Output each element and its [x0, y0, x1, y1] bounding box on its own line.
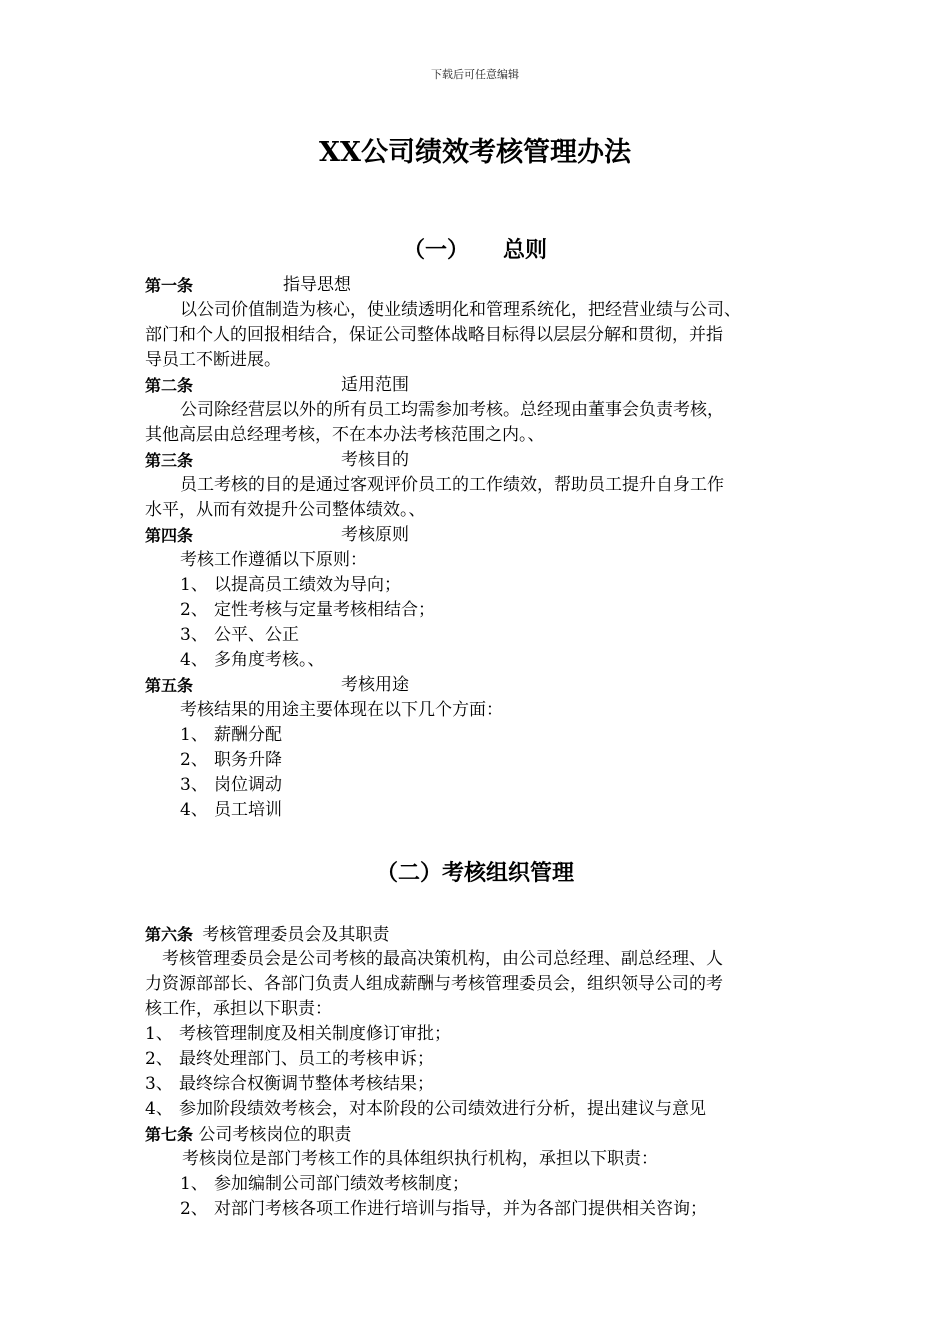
- list-item-text: 员工培训: [214, 800, 282, 820]
- list-item-number: 4、: [180, 800, 208, 820]
- paragraph-line: 考核工作遵循以下原则：: [180, 550, 367, 570]
- list-item-number: 4、: [180, 650, 208, 670]
- paragraph-line: 水平，从而有效提升公司整体绩效。、: [145, 500, 426, 520]
- list-item-number: 4、: [145, 1099, 173, 1119]
- paragraph-line: 导员工不断进展。: [145, 350, 281, 370]
- list-item-text: 参加编制公司部门绩效考核制度；: [214, 1174, 469, 1194]
- paragraph-line: 公司除经营层以外的所有员工均需参加考核。总经现由董事会负责考核，: [180, 400, 724, 420]
- section-heading-general: [0, 233, 950, 264]
- list-item-number: 3、: [180, 775, 208, 795]
- list-item-number: 3、: [180, 625, 208, 645]
- list-item: [180, 598, 435, 623]
- section-heading-organization: （二）考核组织管理: [375, 860, 574, 886]
- article-title: 适用范围: [341, 375, 409, 395]
- section-number: （一）: [402, 237, 469, 263]
- article-number: 第七条: [145, 1125, 194, 1144]
- list-item: [180, 648, 325, 673]
- list-item-number: 1、: [145, 1024, 173, 1044]
- paragraph-line: 以公司价值制造为核心，使业绩透明化和管理系统化，把经营业绩与公司、: [180, 300, 741, 320]
- list-item: [180, 1197, 707, 1222]
- list-item-text: 考核管理制度及相关制度修订审批；: [179, 1024, 451, 1044]
- article-heading: [145, 523, 409, 549]
- section-name: 总则: [503, 237, 548, 263]
- header-note: 下载后可任意编辑: [431, 68, 519, 81]
- list-item-number: 2、: [180, 600, 208, 620]
- article-title: 公司考核岗位的职责: [198, 1125, 352, 1145]
- article-number: 第三条: [145, 451, 194, 470]
- list-item-text: 职务升降: [214, 750, 282, 770]
- list-item-number: 2、: [180, 1199, 208, 1219]
- paragraph-line: 力资源部部长、各部门负责人组成薪酬与考核管理委员会，组织领导公司的考: [145, 974, 723, 994]
- article-heading: [145, 273, 351, 299]
- list-item-text: 公平、公正: [214, 625, 299, 645]
- list-item: [180, 798, 282, 823]
- document-title: XX公司绩效考核管理办法: [319, 137, 631, 168]
- article-number: 第二条: [145, 376, 194, 395]
- article-heading: [145, 1122, 351, 1148]
- list-item-text: 多角度考核。、: [214, 650, 325, 670]
- list-item-number: 2、: [145, 1049, 173, 1069]
- paragraph-line: 部门和个人的回报相结合，保证公司整体战略目标得以层层分解和贯彻，并指: [145, 325, 723, 345]
- list-item-text: 参加阶段绩效考核会，对本阶段的公司绩效进行分析，提出建议与意见: [179, 1099, 706, 1119]
- list-item-text: 最终处理部门、员工的考核申诉；: [179, 1049, 434, 1069]
- paragraph-line: 考核管理委员会是公司考核的最高决策机构，由公司总经理、副总经理、人: [162, 949, 723, 969]
- list-item: [145, 1047, 434, 1072]
- list-item-text: 对部门考核各项工作进行培训与指导，并为各部门提供相关咨询；: [214, 1199, 707, 1219]
- list-item-number: 2、: [180, 750, 208, 770]
- list-item-number: 3、: [145, 1074, 173, 1094]
- list-item: [145, 1097, 706, 1122]
- list-item: [180, 773, 282, 798]
- list-item-number: 1、: [180, 575, 208, 595]
- article-title: 考核目的: [341, 450, 409, 470]
- article-heading: [145, 373, 409, 399]
- article-number: 第四条: [145, 526, 194, 545]
- list-item-text: 以提高员工绩效为导向；: [214, 575, 401, 595]
- list-item: [180, 1172, 469, 1197]
- paragraph-line: 员工考核的目的是通过客观评价员工的工作绩效，帮助员工提升自身工作: [180, 475, 724, 495]
- article-heading: [145, 673, 409, 699]
- article-heading: [145, 448, 409, 474]
- list-item-text: 薪酬分配: [214, 725, 282, 745]
- article-heading: [145, 922, 389, 948]
- article-title: 指导思想: [283, 275, 351, 295]
- article-title: 考核管理委员会及其职责: [202, 925, 390, 945]
- paragraph-line: 考核岗位是部门考核工作的具体组织执行机构，承担以下职责：: [182, 1149, 658, 1169]
- article-number: 第六条: [145, 925, 194, 944]
- article-title: 考核原则: [341, 525, 409, 545]
- list-item-text: 最终综合权衡调节整体考核结果；: [179, 1074, 434, 1094]
- paragraph-line: 核工作，承担以下职责：: [145, 999, 332, 1019]
- list-item-text: 定性考核与定量考核相结合；: [214, 600, 435, 620]
- list-item: [180, 723, 282, 748]
- paragraph-line: 其他高层由总经理考核，不在本办法考核范围之内。、: [145, 425, 545, 445]
- list-item: [180, 623, 299, 648]
- paragraph-line: 考核结果的用途主要体现在以下几个方面：: [180, 700, 503, 720]
- list-item-text: 岗位调动: [214, 775, 282, 795]
- list-item: [180, 573, 401, 598]
- article-title: 考核用途: [341, 675, 409, 695]
- list-item-number: 1、: [180, 725, 208, 745]
- article-number: 第一条: [145, 276, 194, 295]
- list-item: [145, 1022, 451, 1047]
- list-item: [145, 1072, 434, 1097]
- list-item-number: 1、: [180, 1174, 208, 1194]
- list-item: [180, 748, 282, 773]
- article-number: 第五条: [145, 676, 194, 695]
